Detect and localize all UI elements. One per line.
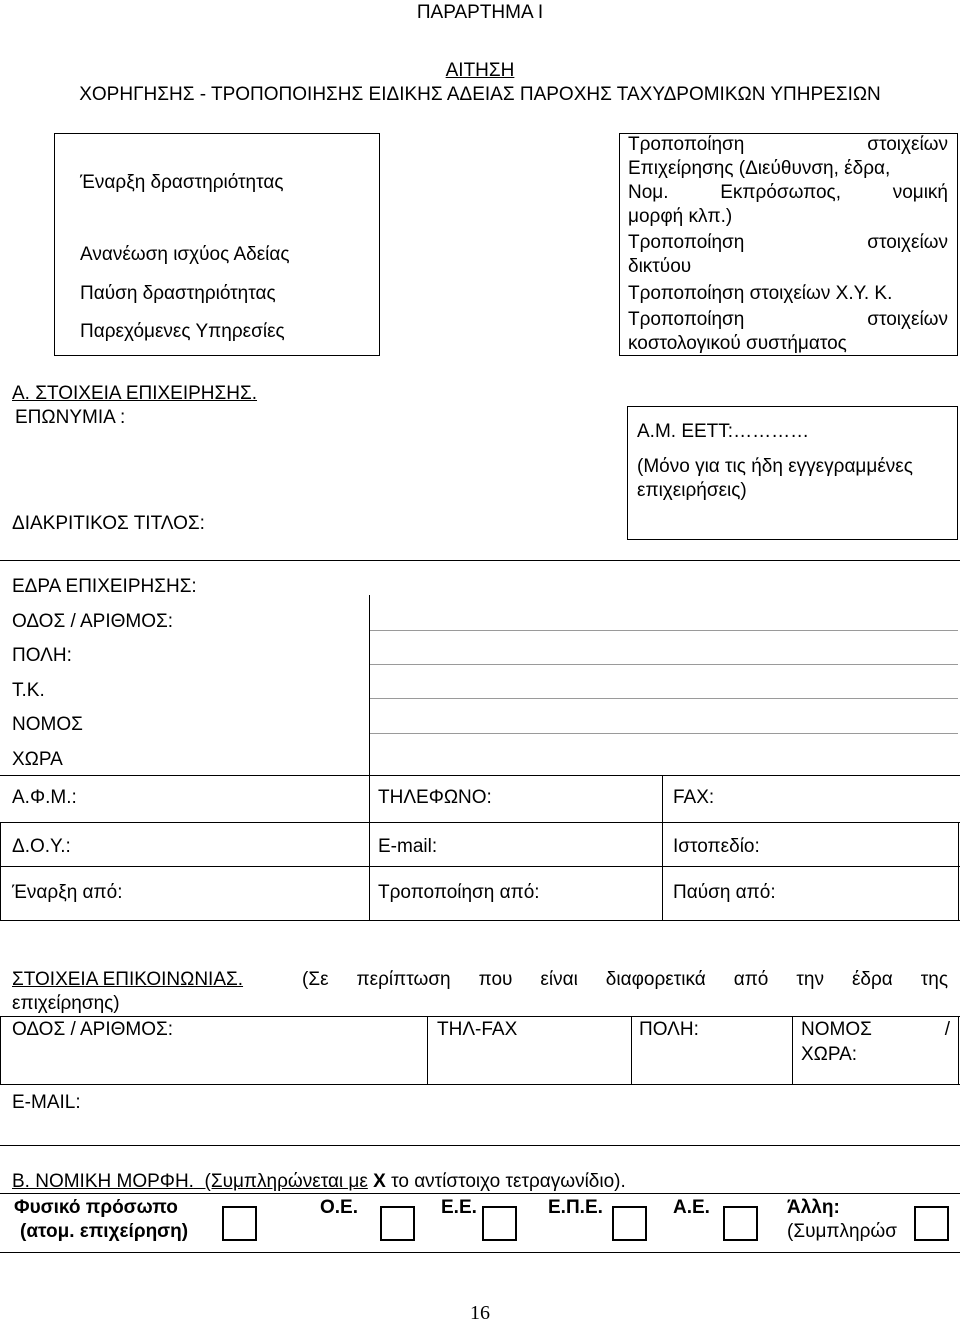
contact-grid-line bbox=[0, 1016, 960, 1017]
postal-code-label: Τ.Κ. bbox=[12, 680, 45, 701]
eett-number-label: Α.Μ. ΕΕΤΤ:………… bbox=[637, 421, 810, 442]
section-b-heading-row bbox=[12, 1171, 626, 1193]
address-divider bbox=[369, 595, 370, 775]
section-b-note-x: Χ bbox=[373, 1171, 386, 1192]
grid-line bbox=[958, 822, 959, 920]
section-b-note-rest: το αντίστοιχο τετραγωνίδιο). bbox=[391, 1171, 626, 1192]
ae-label: Α.Ε. bbox=[673, 1197, 710, 1218]
contact-grid-line bbox=[0, 1016, 1, 1084]
postal-code-field[interactable] bbox=[370, 698, 958, 699]
natural-person-sublabel: (ατομ. επιχείρηση) bbox=[20, 1221, 189, 1242]
email-label: E-mail: bbox=[378, 836, 438, 857]
text: στοιχείων bbox=[867, 232, 948, 253]
contact-street-label: ΟΔΟΣ / ΑΡΙΘΜΟΣ: bbox=[12, 1019, 174, 1040]
text: έδρα bbox=[851, 969, 893, 990]
natural-person-label: Φυσικό πρόσωπο bbox=[14, 1197, 178, 1218]
ee-checkbox[interactable] bbox=[482, 1206, 517, 1241]
contact-note-line1 bbox=[302, 969, 948, 991]
section-b-top-line bbox=[0, 1193, 960, 1194]
prefecture-field[interactable] bbox=[370, 733, 958, 734]
contact-grid-line bbox=[427, 1016, 428, 1084]
option-stop-activity[interactable]: Παύση δραστηριότητας bbox=[80, 283, 276, 304]
oe-label: Ο.Ε. bbox=[320, 1197, 359, 1218]
grid-line bbox=[662, 775, 663, 920]
fax-label: FAX: bbox=[673, 787, 715, 808]
contact-county-label bbox=[801, 1019, 950, 1041]
other-note: (Συμπληρώσ bbox=[787, 1221, 897, 1242]
section-b-note: (Συμπληρώνεται με bbox=[204, 1171, 368, 1192]
form-subtitle: ΧΟΡΗΓΗΣΗΣ - ΤΡΟΠΟΠΟΙΗΣΗΣ ΕΙΔΙΚΗΣ ΑΔΕΙΑΣ ΠΑΡΟΧΗΣ ΤΑΧΥΔΡΟΜΙΚΩΝ ΥΠΗΡΕΣΙΩΝ bbox=[79, 84, 881, 105]
contact-grid-line bbox=[792, 1016, 793, 1084]
ee-label: Ε.Ε. bbox=[441, 1197, 477, 1218]
grid-line bbox=[369, 775, 370, 920]
grid-top-line bbox=[0, 775, 960, 776]
text: Τροποποίηση bbox=[628, 232, 745, 253]
ae-checkbox[interactable] bbox=[723, 1206, 758, 1241]
eett-note-line1: (Μόνο για τις ήδη εγγεγραμμένες bbox=[637, 456, 913, 477]
grid-line bbox=[0, 822, 1, 920]
other-label: Άλλη: bbox=[787, 1197, 840, 1218]
text: είναι bbox=[540, 969, 578, 990]
section-a-heading: Α. ΣΤΟΙΧΕΙΑ ΕΠΙΧΕΙΡΗΣΗΣ. bbox=[12, 383, 258, 404]
contact-country-label: ΧΩΡΑ: bbox=[801, 1044, 858, 1065]
text: της bbox=[920, 969, 948, 990]
city-label: ΠΟΛΗ: bbox=[12, 645, 72, 666]
annex-title: ΠΑΡΑΡΤΗΜΑ Ι bbox=[416, 2, 544, 23]
contact-heading: ΣΤΟΙΧΕΙΑ ΕΠΙΚΟΙΝΩΝΙΑΣ. bbox=[12, 969, 244, 990]
section-b-heading: Β. ΝΟΜΙΚΗ ΜΟΡΦΗ. bbox=[12, 1171, 194, 1192]
country-label: ΧΩΡΑ bbox=[12, 749, 63, 770]
option-services-provided[interactable]: Παρεχόμενες Υπηρεσίες bbox=[80, 321, 285, 342]
start-from-label: Έναρξη από: bbox=[12, 882, 123, 903]
text: που bbox=[478, 969, 513, 990]
text: / bbox=[944, 1019, 950, 1040]
text: μορφή κλπ.) bbox=[628, 206, 733, 227]
text: δικτύου bbox=[628, 256, 692, 277]
afm-label: Α.Φ.Μ.: bbox=[12, 787, 77, 808]
company-name-label: ΕΠΩΝΥΜΙΑ : bbox=[15, 407, 126, 428]
text: (Σε bbox=[302, 969, 329, 990]
oe-checkbox[interactable] bbox=[380, 1206, 415, 1241]
epe-label: Ε.Π.Ε. bbox=[548, 1197, 603, 1218]
natural-person-checkbox[interactable] bbox=[222, 1206, 257, 1241]
contact-city-label: ΠΟΛΗ: bbox=[639, 1019, 699, 1040]
eett-note-line2: επιχειρήσεις) bbox=[637, 480, 747, 501]
modification-from-label: Τροποποίηση από: bbox=[378, 882, 540, 903]
tax-office-label: Δ.Ο.Υ.: bbox=[12, 836, 71, 857]
contact-note-line2: επιχείρησης) bbox=[12, 993, 120, 1014]
contact-email-label: E-MAIL: bbox=[12, 1092, 81, 1113]
option-renew-license[interactable]: Ανανέωση ισχύος Αδείας bbox=[80, 244, 290, 265]
phone-label: ΤΗΛΕΦΩΝΟ: bbox=[378, 787, 492, 808]
contact-grid-line bbox=[958, 1016, 959, 1084]
text: κοστολογικού συστήματος bbox=[628, 333, 847, 354]
text: στοιχείων bbox=[867, 309, 948, 330]
epe-checkbox[interactable] bbox=[612, 1206, 647, 1241]
contact-bottom-line bbox=[0, 1145, 960, 1146]
company-seat-label: ΕΔΡΑ ΕΠΙΧΕΙΡΗΣΗΣ: bbox=[12, 576, 197, 597]
stop-from-label: Παύση από: bbox=[673, 882, 776, 903]
form-title: ΑΙΤΗΣΗ bbox=[445, 60, 515, 81]
grid-line bbox=[0, 866, 960, 867]
text: Νομ. bbox=[628, 182, 669, 203]
text: Εκπρόσωπος, bbox=[720, 182, 841, 203]
text: περίπτωση bbox=[356, 969, 451, 990]
grid-bottom-line bbox=[0, 920, 960, 921]
page-number: 16 bbox=[470, 1302, 490, 1324]
website-label: Ιστοπεδίο: bbox=[673, 836, 760, 857]
grid-line bbox=[0, 822, 960, 823]
distinctive-title-label: ΔΙΑΚΡΙΤΙΚΟΣ ΤΙΤΛΟΣ: bbox=[12, 513, 205, 534]
text: από bbox=[733, 969, 769, 990]
text: την bbox=[796, 969, 824, 990]
text: Τροποποίηση bbox=[628, 134, 745, 155]
section-b-bottom-line bbox=[0, 1252, 960, 1253]
divider bbox=[0, 560, 960, 561]
text: Τροποποίηση bbox=[628, 309, 745, 330]
contact-grid-line bbox=[631, 1016, 632, 1084]
option-start-activity[interactable]: Έναρξη δραστηριότητας bbox=[80, 172, 284, 193]
text: ΝΟΜΟΣ bbox=[801, 1019, 872, 1040]
city-field[interactable] bbox=[370, 664, 958, 665]
prefecture-label: ΝΟΜΟΣ bbox=[12, 714, 83, 735]
option-modify-xyk-data[interactable]: Τροποποίηση στοιχείων Χ.Υ. Κ. bbox=[628, 283, 893, 304]
text: Επιχείρησης (Διεύθυνση, έδρα, bbox=[628, 158, 891, 179]
text: διαφορετικά bbox=[605, 969, 706, 990]
text: στοιχείων bbox=[867, 134, 948, 155]
contact-grid-line bbox=[0, 1084, 960, 1085]
text: νομική bbox=[892, 182, 948, 203]
other-checkbox[interactable] bbox=[914, 1206, 949, 1241]
street-number-field[interactable] bbox=[370, 630, 958, 631]
street-number-label: ΟΔΟΣ / ΑΡΙΘΜΟΣ: bbox=[12, 611, 174, 632]
contact-telfax-label: ΤΗΛ-FAX bbox=[437, 1019, 518, 1040]
